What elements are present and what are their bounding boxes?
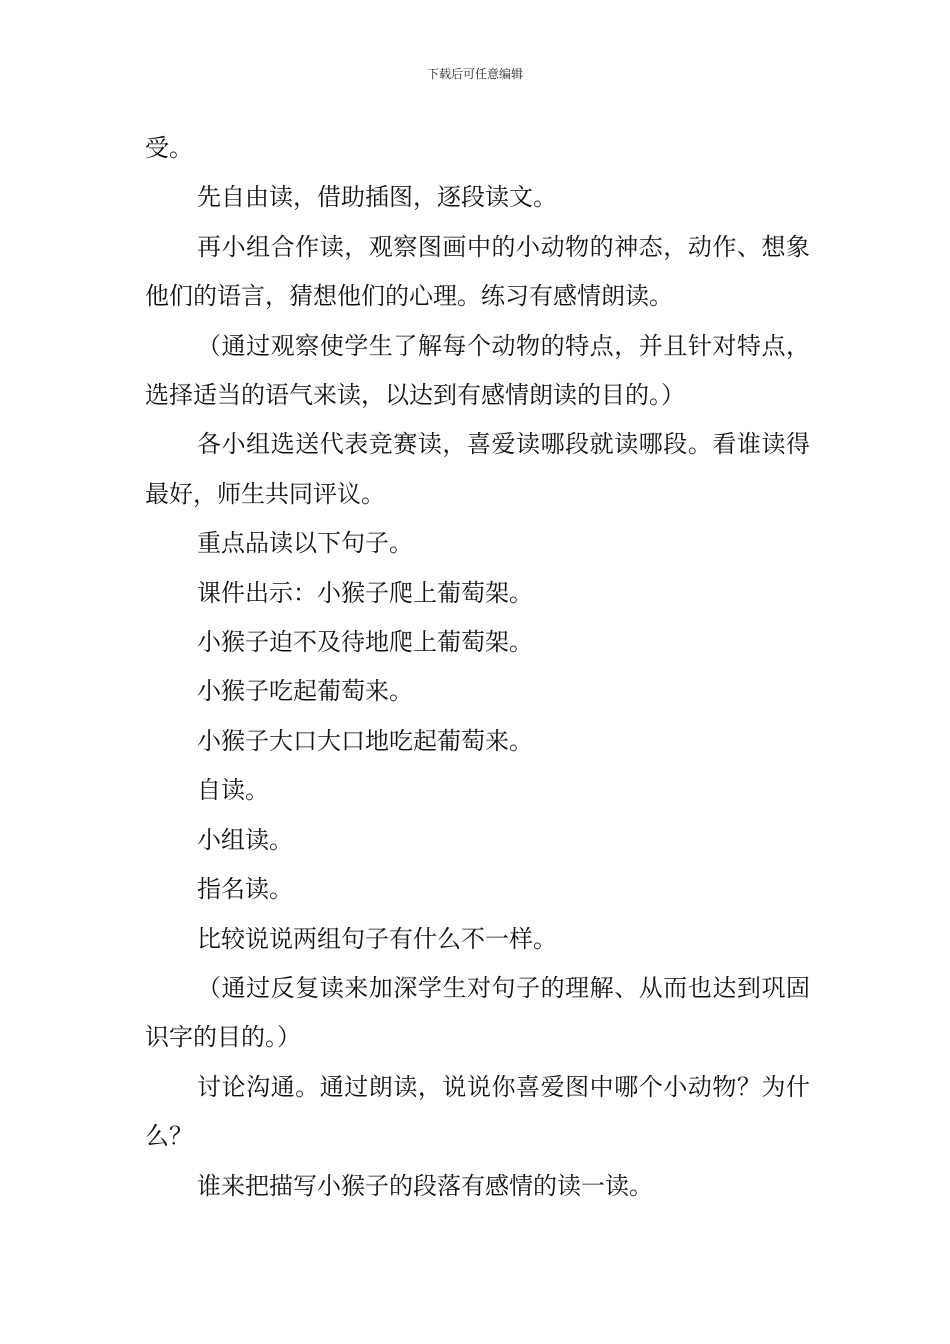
document-body	[145, 124, 810, 1211]
paragraph: 指名读。	[197, 875, 293, 904]
paragraph-note: （通过观察使学生了解每个动物的特点，并且针对特点，选择适当的语气来读，以达到有感情朗读的目的。）	[145, 331, 810, 410]
paragraph: 小组读。	[197, 825, 293, 854]
paragraph: 先自由读，借助插图，逐段读文。	[197, 183, 557, 212]
page-header: 下载后可任意编辑	[426, 67, 523, 81]
paragraph: 课件出示：小猴子爬上葡萄架。	[197, 578, 533, 607]
paragraph: 谁来把描写小猴子的段落有感情的读一读。	[197, 1171, 653, 1200]
paragraph: 各小组选送代表竞赛读，喜爱读哪段就读哪段。看谁读得最好，师生共同评议。	[145, 430, 810, 508]
paragraph: 小猴子吃起葡萄来。	[197, 677, 413, 706]
paragraph: 自读。	[197, 776, 269, 805]
paragraph: 比较说说两组句子有什么不一样。	[197, 924, 557, 953]
paragraph: 小猴子大口大口地吃起葡萄来。	[197, 726, 533, 755]
paragraph: 重点品读以下句子。	[197, 529, 413, 558]
paragraph: 讨论沟通。通过朗读，说说你喜爱图中哪个小动物？为什么？	[145, 1072, 810, 1151]
paragraph: 小猴子迫不及待地爬上葡萄架。	[197, 628, 533, 657]
paragraph: 再小组合作读，观察图画中的小动物的神态，动作、想象他们的语言，猜想他们的心理。练习有感情朗读。	[145, 232, 810, 311]
paragraph-continuation: 受。	[145, 134, 193, 162]
paragraph-note: （通过反复读来加深学生对句子的理解、从而也达到巩固识字的目的。）	[145, 973, 810, 1052]
